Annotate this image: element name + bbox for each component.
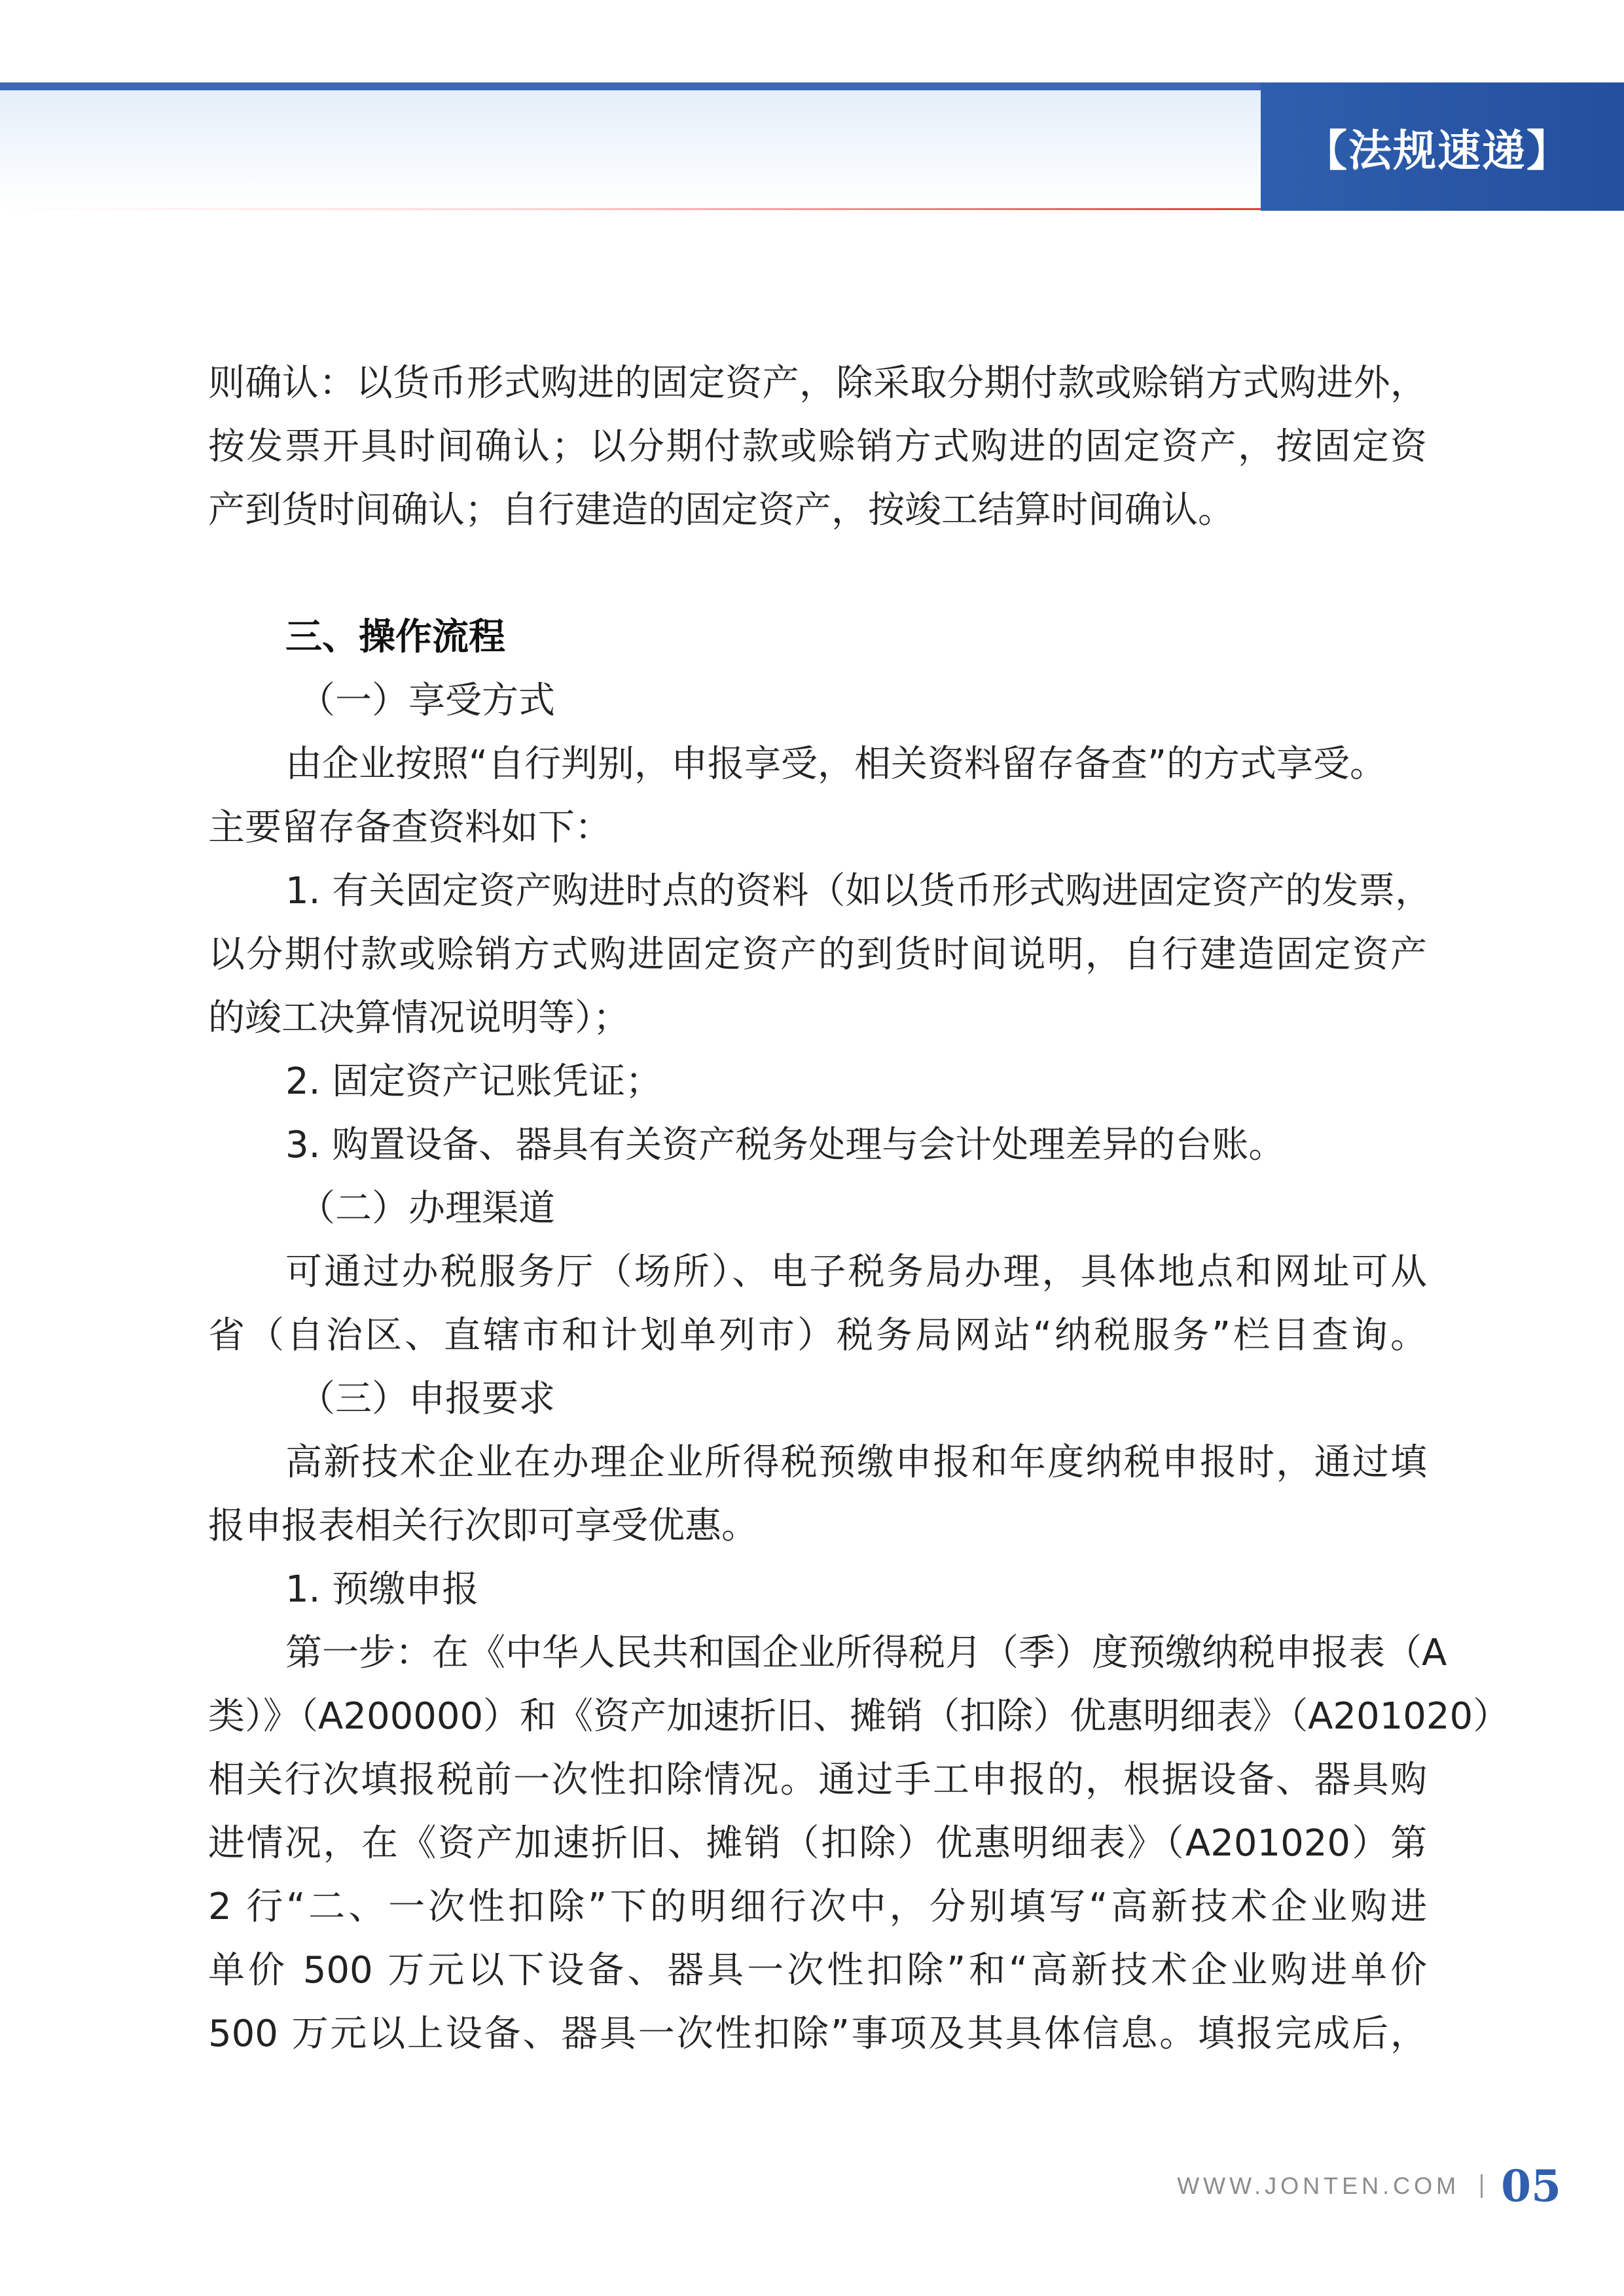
footer-divider [1481,2174,1483,2198]
section-heading: 三、操作流程 [285,616,505,658]
paragraph-line: 主要留存备查资料如下： [208,806,611,849]
paragraph-line: 单价 500 万元以下设备、器具一次性扣除”和“高新技术企业购进单价 [208,1949,1427,1992]
section-tag: 【法规速递】 [1304,124,1571,176]
paragraph-line: 高新技术企业在办理企业所得税预缴申报和年度纳税申报时，通过填 [285,1441,1427,1484]
header-bottom-rule [0,208,1261,210]
paragraph-line: 则确认：以货币形式购进的固定资产，除采取分期付款或赊销方式购进外， [208,362,1427,404]
section-tag-box [1261,82,1624,211]
paragraph-line: 由企业按照“自行判别，申报享受，相关资料留存备查”的方式享受。 [285,743,1387,785]
paragraph-line: 相关行次填报税前一次性扣除情况。通过手工申报的，根据设备、器具购 [208,1759,1427,1801]
paragraph-line: 进情况，在《资产加速折旧、摊销（扣除）优惠明细表》（A201020）第 [208,1822,1427,1865]
paragraph-line: 省（自治区、直辖市和计划单列市）税务局网站“纳税服务”栏目查询。 [208,1314,1427,1357]
page-footer [1177,2160,1561,2212]
paragraph-line: 类）》（A200000）和《资产加速折旧、摊销（扣除）优惠明细表》（A201020） [208,1695,1510,1738]
list-item-line: 1. 有关固定资产购进时点的资料（如以货币形式购进固定资产的发票， [285,870,1432,912]
paragraph-line: 报申报表相关行次即可享受优惠。 [208,1505,758,1547]
subsection-heading: （一）享受方式 [298,679,555,722]
article-body [208,351,1510,2066]
website-url: WWW.JONTEN.COM [1177,2172,1460,2199]
paragraph-line: 产到货时间确认；自行建造的固定资产，按竣工结算时间确认。 [208,489,1235,531]
paragraph-line: 2 行“二、一次性扣除”下的明细行次中，分别填写“高新技术企业购进 [208,1886,1427,1928]
list-item: 3. 购置设备、器具有关资产税务处理与会计处理差异的台账。 [285,1124,1286,1166]
paragraph-line: 可通过办税服务厅（场所）、电子税务局办理，具体地点和网址可从 [285,1251,1427,1293]
header-top-rule [0,82,1261,90]
list-item: 2. 固定资产记账凭证； [285,1060,662,1103]
list-item: 1. 预缴申报 [285,1568,479,1611]
subsection-heading: （三）申报要求 [298,1378,555,1420]
list-item-line: 以分期付款或赊销方式购进固定资产的到货时间说明，自行建造固定资产 [208,933,1427,976]
paragraph-line: 按发票开具时间确认；以分期付款或赊销方式购进的固定资产，按固定资 [208,425,1427,468]
subsection-heading: （二）办理渠道 [298,1187,555,1230]
page-number: 05 [1501,2161,1561,2212]
header-band [0,82,1261,211]
paragraph-line: 500 万元以上设备、器具一次性扣除”事项及其具体信息。填报完成后， [208,2013,1427,2055]
paragraph-line: 第一步：在《中华人民共和国企业所得税月（季）度预缴纳税申报表（A [285,1632,1447,1674]
list-item-line: 的竣工决算情况说明等）； [208,997,630,1039]
